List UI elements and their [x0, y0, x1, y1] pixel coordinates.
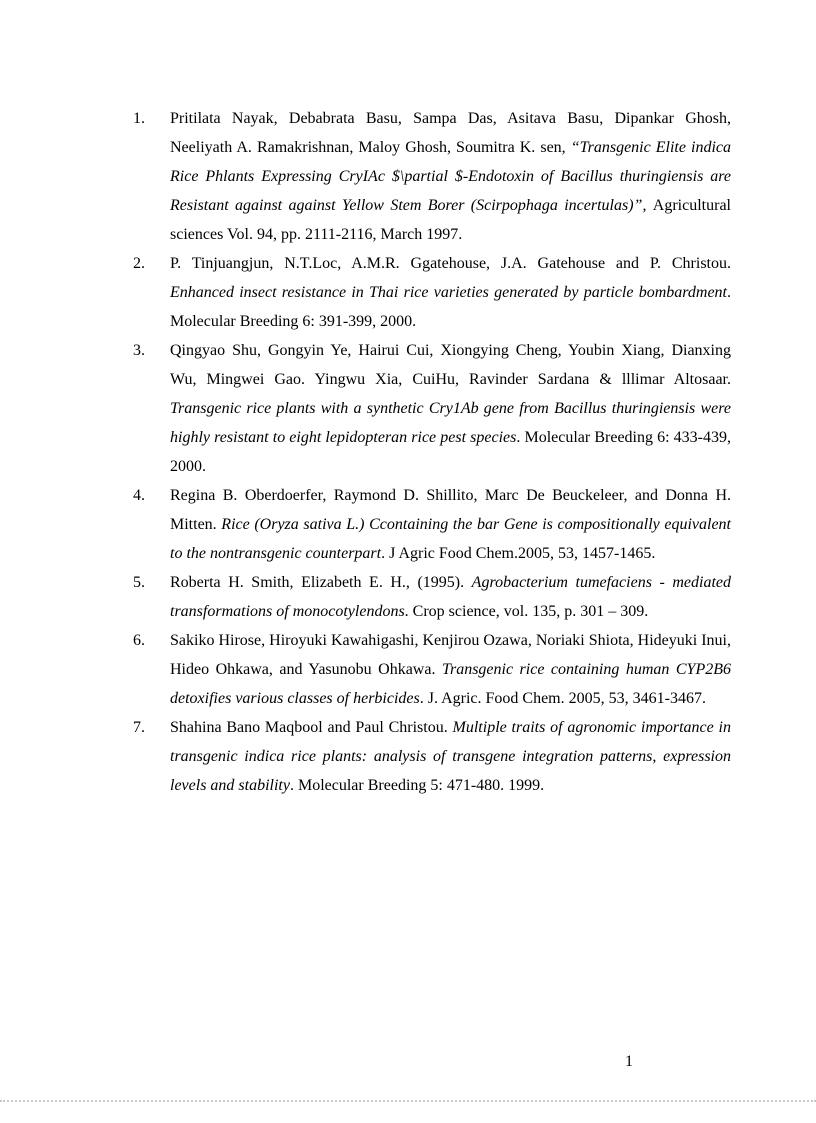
reference-text: [170, 249, 731, 336]
reference-number: 1.: [133, 110, 145, 127]
reference-number: 2.: [133, 255, 145, 272]
reference-item-7: [133, 713, 731, 800]
reference-item-1: [133, 104, 731, 249]
reference-text: [170, 481, 731, 568]
reference-item-5: [133, 568, 731, 626]
reference-source: Agricultural sciences Vol. 94, pp. 2111-2116, March 1997.: [170, 197, 731, 243]
reference-source: . Molecular Breeding 6: 391-399, 2000.: [170, 284, 731, 330]
reference-source: . J. Agric. Food Chem. 2005, 53, 3461-3467.: [419, 690, 706, 707]
reference-authors: Pritilata Nayak, Debabrata Basu, Sampa Das, Asitava Basu, Dipankar Ghosh, Neeliyath A. Ramakrishnan, Maloy Ghosh, Soumitra K. sen,: [170, 110, 731, 156]
reference-number: 7.: [133, 719, 145, 736]
reference-item-2: [133, 249, 731, 336]
reference-text: [170, 626, 731, 713]
reference-item-6: [133, 626, 731, 713]
reference-title: Transgenic rice containing human CYP2B6 detoxifies various classes of herbicides: [170, 661, 731, 707]
page-number: 1: [625, 1053, 633, 1070]
reference-authors: Regina B. Oberdoerfer, Raymond D. Shillito, Marc De Beuckeleer, and Donna H. Mitten.: [170, 487, 731, 533]
reference-list: [133, 104, 731, 800]
reference-authors: Shahina Bano Maqbool and Paul Christou.: [170, 719, 453, 736]
reference-number: 5.: [133, 574, 145, 591]
reference-title: Enhanced insect resistance in Thai rice varieties generated by particle bombardment: [170, 284, 727, 301]
reference-source: . Molecular Breeding 6: 433-439, 2000.: [170, 429, 732, 475]
reference-text: [170, 568, 731, 626]
reference-text: [170, 104, 731, 249]
reference-source: . Crop science, vol. 135, p. 301 – 309.: [404, 603, 649, 620]
page-bottom-edge-divider: [0, 1100, 816, 1102]
reference-title: Agrobacterium tumefaciens - mediated transformations of monocotylendons: [170, 574, 731, 620]
reference-source: . Molecular Breeding 5: 471-480. 1999.: [289, 777, 545, 794]
reference-item-4: [133, 481, 731, 568]
reference-text: [170, 336, 731, 481]
reference-title: Multiple traits of agronomic importance in transgenic indica rice plants: analysis of transgene integration patterns, expression levels and stability: [170, 719, 732, 794]
reference-source: . J Agric Food Chem.2005, 53, 1457-1465.: [381, 545, 656, 562]
reference-authors: Qingyao Shu, Gongyin Ye, Hairui Cui, Xiongying Cheng, Youbin Xiang, Dianxing Wu, Mingwei Gao. Yingwu Xia, CuiHu, Ravinder Sardana & lllimar Altosaar.: [170, 342, 731, 388]
reference-title: Transgenic rice plants with a synthetic Cry1Ab gene from Bacillus thuringiensis were highly resistant to eight lepidopteran rice pest species: [170, 400, 731, 446]
reference-number: 6.: [133, 632, 145, 649]
reference-item-3: [133, 336, 731, 481]
reference-authors: P. Tinjuangjun, N.T.Loc, A.M.R. Ggatehouse, J.A. Gatehouse and P. Christou.: [170, 255, 731, 272]
reference-authors: Roberta H. Smith, Elizabeth E. H., (1995).: [170, 574, 472, 591]
reference-title: “Transgenic Elite indica Rice Phlants Expressing CryIAc $\partial $-Endotoxin of Bacillus thuringiensis are Resistant against against Yellow Stem Borer (Scirpophaga incertulas)”,: [170, 139, 731, 214]
reference-authors: Sakiko Hirose, Hiroyuki Kawahigashi, Kenjirou Ozawa, Noriaki Shiota, Hideyuki Inui, Hideo Ohkawa, and Yasunobu Ohkawa.: [170, 632, 731, 678]
reference-number: 3.: [133, 342, 145, 359]
reference-title: Rice (Oryza sativa L.) Ccontaining the bar Gene is compositionally equivalent to the nontransgenic counterpart: [170, 516, 732, 562]
reference-number: 4.: [133, 487, 145, 504]
reference-text: [170, 713, 731, 800]
